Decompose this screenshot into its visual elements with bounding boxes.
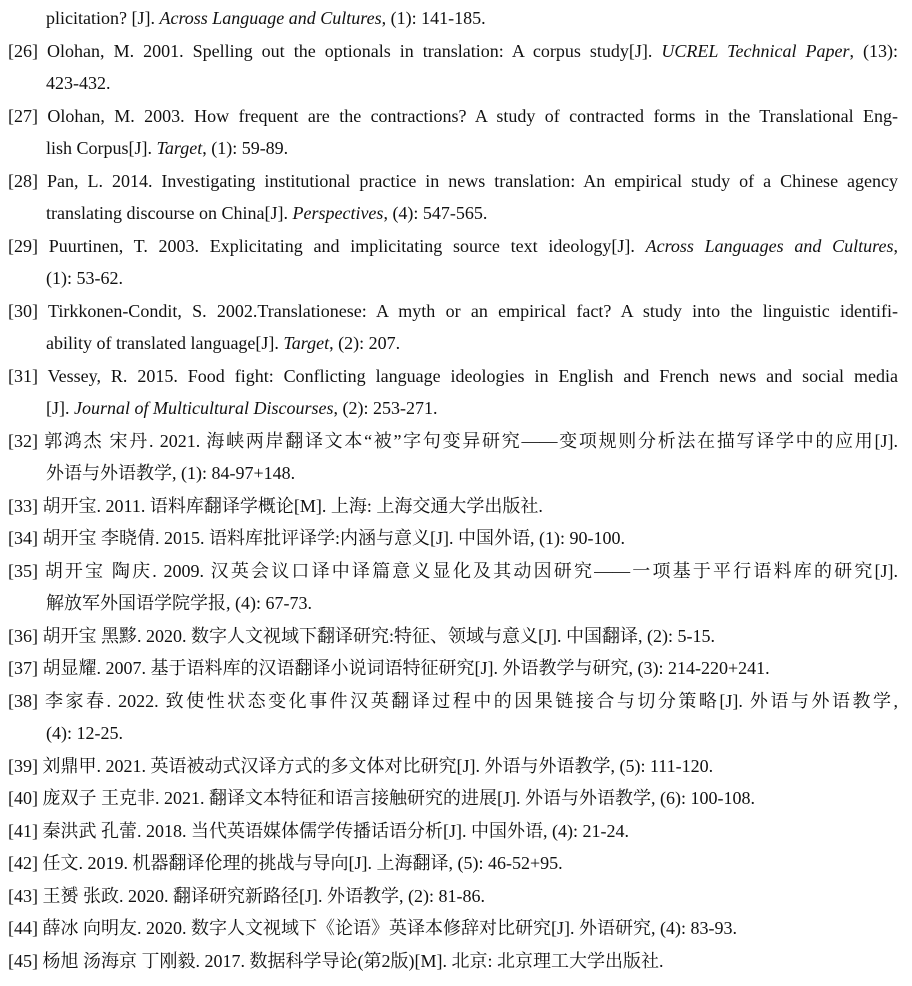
reference-number: [37] bbox=[8, 658, 38, 678]
reference-line bbox=[8, 912, 898, 945]
reference-text: 胡开宝. 2011. 语料库翻译学概论[M]. 上海: 上海交通大学出版社. bbox=[42, 495, 543, 516]
reference-text: 解放军外国语学院学报, (4): 67-73. bbox=[46, 593, 312, 613]
reference-number: [40] bbox=[8, 788, 38, 808]
reference-text: (4): 12-25. bbox=[46, 723, 123, 743]
reference-entry bbox=[8, 490, 898, 523]
reference-line bbox=[8, 197, 898, 230]
reference-entry bbox=[8, 945, 898, 978]
journal-title: Journal of Multicultural Discourses bbox=[74, 398, 334, 418]
journal-title: Perspectives bbox=[292, 203, 384, 223]
reference-line bbox=[8, 67, 898, 100]
reference-number: [39] bbox=[8, 755, 38, 776]
reference-line bbox=[8, 717, 898, 750]
reference-number: [42] bbox=[8, 853, 38, 873]
reference-text: [J]. bbox=[46, 398, 74, 418]
reference-line bbox=[8, 262, 898, 295]
reference-text: Tirkkonen-Condit, S. 2002.Translationese: A myth or an empirical fact? A study into the linguistic identifi- bbox=[47, 300, 898, 321]
reference-text: (1): 53-62. bbox=[46, 268, 123, 288]
reference-entry bbox=[8, 620, 898, 653]
reference-entry bbox=[8, 652, 898, 685]
journal-title: Across Languages and Cultures bbox=[645, 235, 894, 256]
reference-text: Olohan, M. 2003. How frequent are the contractions? A study of contracted forms in the Translational Eng- bbox=[47, 105, 898, 126]
reference-line bbox=[8, 165, 898, 198]
reference-entry bbox=[8, 425, 898, 490]
reference-line bbox=[8, 360, 898, 393]
reference-line bbox=[8, 457, 898, 490]
reference-text: , bbox=[893, 235, 898, 256]
reference-text: 刘鼎甲. 2021. 英语被动式汉译方式的多文体对比研究[J]. 外语与外语教学, (5): 111-120. bbox=[42, 755, 714, 776]
reference-entry bbox=[8, 230, 898, 295]
reference-text: 秦洪武 孔蕾. 2018. 当代英语媒体儒学传播话语分析[J]. 中国外语, (4): 21-24. bbox=[42, 820, 629, 841]
reference-number: [27] bbox=[8, 105, 38, 126]
reference-number: [28] bbox=[8, 170, 38, 191]
reference-line bbox=[8, 35, 898, 68]
reference-number: [31] bbox=[8, 365, 38, 386]
reference-line bbox=[8, 2, 898, 35]
reference-entry bbox=[8, 100, 898, 165]
reference-text: 胡开宝 陶庆. 2009. 汉英会议口译中译篇意义显化及其动因研究——一项基于平行语料库的研究[J]. bbox=[44, 560, 898, 581]
reference-text: , (2): 253-271. bbox=[333, 398, 438, 418]
journal-title: Across Language and Cultures bbox=[159, 8, 382, 28]
reference-text: Puurtinen, T. 2003. Explicitating and implicitating source text ideology[J]. bbox=[48, 235, 646, 256]
journal-title: Target bbox=[156, 138, 203, 158]
reference-entry bbox=[8, 912, 898, 945]
reference-entry bbox=[8, 2, 898, 35]
reference-entry bbox=[8, 685, 898, 750]
reference-number: [26] bbox=[8, 40, 38, 61]
reference-text: Olohan, M. 2001. Spelling out the optionals in translation: A corpus study[J]. bbox=[47, 40, 662, 61]
journal-title: Target bbox=[283, 333, 330, 353]
reference-entry bbox=[8, 360, 898, 425]
reference-line bbox=[8, 587, 898, 620]
reference-entry bbox=[8, 750, 898, 783]
reference-text: 外语与外语教学, (1): 84-97+148. bbox=[46, 463, 296, 483]
reference-number: [45] bbox=[8, 950, 38, 971]
reference-text: Vessey, R. 2015. Food fight: Conflicting language ideologies in English and French news and social media bbox=[47, 365, 898, 386]
reference-text: 李家春. 2022. 致使性状态变化事件汉英翻译过程中的因果链接合与切分策略[J]. 外语与外语教学, bbox=[45, 690, 898, 711]
reference-number: [29] bbox=[8, 235, 38, 256]
reference-line bbox=[8, 392, 898, 425]
reference-line bbox=[8, 782, 898, 815]
reference-text: 郭鸿杰 宋丹. 2021. 海峡两岸翻译文本“被”字句变异研究——变项规则分析法在描写译学中的应用[J]. bbox=[44, 430, 898, 451]
reference-entry bbox=[8, 815, 898, 848]
reference-entry bbox=[8, 880, 898, 913]
reference-text: , (4): 547-565. bbox=[383, 203, 488, 223]
reference-number: [30] bbox=[8, 300, 38, 321]
reference-line bbox=[8, 880, 898, 913]
reference-entry bbox=[8, 782, 898, 815]
reference-text: , (2): 207. bbox=[329, 333, 401, 353]
reference-line bbox=[8, 685, 898, 718]
reference-number: [34] bbox=[8, 528, 38, 548]
reference-text: 胡开宝 李晓倩. 2015. 语料库批评译学:内涵与意义[J]. 中国外语, (1): 90-100. bbox=[42, 528, 625, 548]
reference-line bbox=[8, 945, 898, 978]
reference-line bbox=[8, 100, 898, 133]
reference-line bbox=[8, 555, 898, 588]
reference-text: 423-432. bbox=[46, 73, 111, 93]
reference-entry bbox=[8, 555, 898, 620]
reference-text: 胡开宝 黑黟. 2020. 数字人文视域下翻译研究:特征、领域与意义[J]. 中国翻译, (2): 5-15. bbox=[42, 625, 715, 646]
reference-entry bbox=[8, 847, 898, 880]
reference-line bbox=[8, 230, 898, 263]
reference-text: , (13): bbox=[849, 40, 898, 61]
reference-text: plicitation? [J]. bbox=[46, 8, 160, 28]
reference-number: [35] bbox=[8, 560, 38, 581]
reference-line bbox=[8, 847, 898, 880]
reference-number: [32] bbox=[8, 430, 38, 451]
journal-title: UCREL Technical Paper bbox=[661, 40, 850, 61]
reference-number: [33] bbox=[8, 495, 38, 516]
reference-text: 胡显耀. 2007. 基于语料库的汉语翻译小说词语特征研究[J]. 外语教学与研究, (3): 214-220+241. bbox=[42, 658, 770, 678]
reference-text: 薛冰 向明友. 2020. 数字人文视域下《论语》英译本修辞对比研究[J]. 外语研究, (4): 83-93. bbox=[42, 918, 737, 938]
reference-line bbox=[8, 522, 898, 555]
reference-number: [44] bbox=[8, 918, 38, 938]
reference-entry bbox=[8, 522, 898, 555]
reference-line bbox=[8, 132, 898, 165]
reference-text: 王赟 张政. 2020. 翻译研究新路径[J]. 外语教学, (2): 81-86. bbox=[42, 885, 485, 906]
reference-line bbox=[8, 295, 898, 328]
reference-text: translating discourse on China[J]. bbox=[46, 203, 293, 223]
reference-number: [36] bbox=[8, 625, 38, 646]
reference-text: 杨旭 汤海京 丁刚毅. 2017. 数据科学导论(第2版)[M]. 北京: 北京理工大学出版社. bbox=[42, 950, 664, 971]
reference-line bbox=[8, 425, 898, 458]
reference-text: ability of translated language[J]. bbox=[46, 333, 284, 353]
reference-line bbox=[8, 620, 898, 653]
reference-line bbox=[8, 652, 898, 685]
reference-text: lish Corpus[J]. bbox=[46, 138, 157, 158]
reference-number: [38] bbox=[8, 690, 38, 711]
reference-line bbox=[8, 815, 898, 848]
reference-line bbox=[8, 327, 898, 360]
reference-entry bbox=[8, 35, 898, 100]
reference-line bbox=[8, 490, 898, 523]
reference-entry bbox=[8, 165, 898, 230]
reference-number: [43] bbox=[8, 885, 38, 906]
reference-line bbox=[8, 750, 898, 783]
reference-text: 庞双子 王克非. 2021. 翻译文本特征和语言接触研究的进展[J]. 外语与外语教学, (6): 100-108. bbox=[42, 788, 755, 808]
reference-entry bbox=[8, 295, 898, 360]
reference-text: Pan, L. 2014. Investigating institutional practice in news translation: An empirical study of a Chinese agency bbox=[46, 170, 898, 191]
reference-number: [41] bbox=[8, 820, 38, 841]
reference-text: , (1): 141-185. bbox=[381, 8, 486, 28]
reference-text: 任文. 2019. 机器翻译伦理的挑战与导向[J]. 上海翻译, (5): 46-52+95. bbox=[42, 853, 563, 873]
reference-text: , (1): 59-89. bbox=[202, 138, 289, 158]
